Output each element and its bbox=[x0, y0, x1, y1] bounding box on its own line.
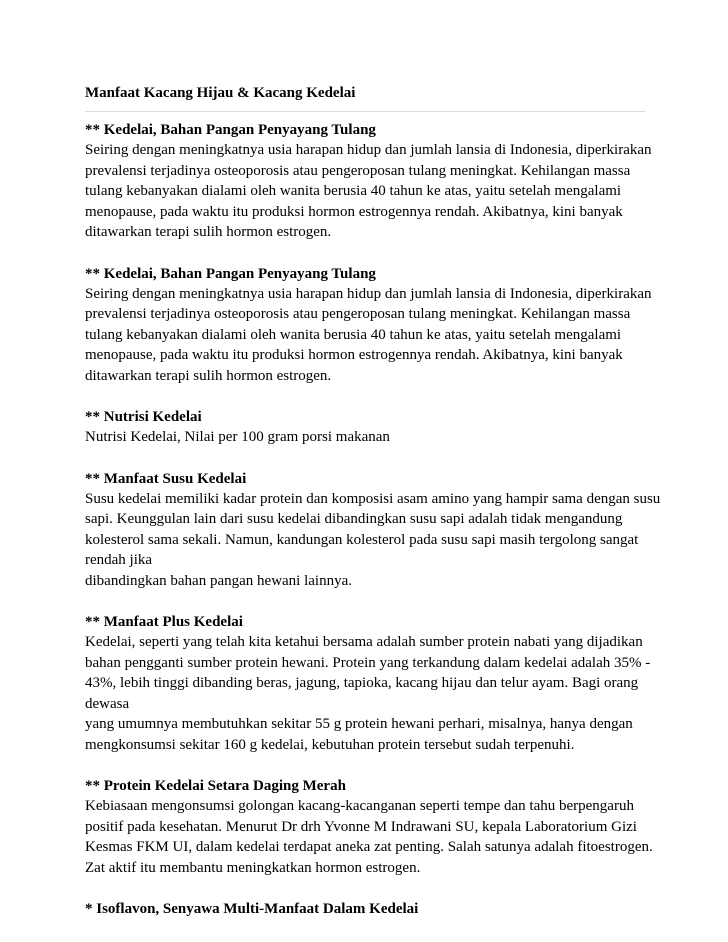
paragraph-line: bahan pengganti sumber protein hewani. Protein yang terkandung dalam kedelai adalah 35% - bbox=[85, 654, 651, 671]
section-kedelai-tulang-1 bbox=[85, 120, 652, 243]
paragraph-line: Kesmas FKM UI, dalam kedelai terdapat aneka zat penting. Salah satunya adalah fitoestrogen. bbox=[85, 839, 653, 855]
paragraph-line: positif pada kesehatan. Menurut Dr drh Yvonne M Indrawani SU, kepala Laboratorium Gizi bbox=[85, 818, 637, 835]
paragraph-line: dewasa bbox=[85, 695, 130, 712]
document-title: Manfaat Kacang Hijau & Kacang Kedelai bbox=[85, 85, 356, 101]
section-kedelai-tulang-2 bbox=[85, 264, 652, 387]
section-heading: * Isoflavon, Senyawa Multi-Manfaat Dalam Kedelai bbox=[85, 901, 419, 917]
paragraph-line: Seiring dengan meningkatnya usia harapan hidup dan jumlah lansia di Indonesia, diperkirakan bbox=[85, 285, 652, 302]
paragraph-line: Susu kedelai memiliki kadar protein dan komposisi asam amino yang hampir sama dengan susu bbox=[85, 490, 661, 507]
paragraph-line: tulang kebanyakan dialami oleh wanita berusia 40 tahun ke atas, yaitu setelah mengalami bbox=[85, 326, 622, 343]
section-nutrisi-kedelai bbox=[85, 407, 648, 448]
paragraph-line: dibandingkan bahan pangan hewani lainnya. bbox=[85, 572, 352, 589]
paragraph-line: Kedelai, seperti yang telah kita ketahui bersama adalah sumber protein nabati yang dijadikan bbox=[85, 634, 643, 650]
section-susu-kedelai bbox=[85, 469, 661, 592]
section-heading: ** Protein Kedelai Setara Daging Merah bbox=[85, 778, 346, 794]
paragraph-line: Seiring dengan meningkatnya usia harapan hidup dan jumlah lansia di Indonesia, diperkirakan bbox=[85, 142, 652, 158]
paragraph-line: kolesterol sama sekali. Namun, kandungan kolesterol pada susu sapi masih tergolong sangat bbox=[85, 531, 639, 548]
paragraph-line: sapi. Keunggulan lain dari susu kedelai dibandingkan susu sapi adalah tidak mengandung bbox=[85, 511, 623, 527]
paragraph-line: ditawarkan terapi sulih hormon estrogen. bbox=[85, 224, 332, 240]
section-isoflavon bbox=[85, 899, 648, 919]
paragraph-line: menopause, pada waktu itu produksi hormon estrogennya rendah. Akibatnya, kini banyak bbox=[85, 203, 623, 220]
paragraph-line: yang umumnya membutuhkan sekitar 55 g protein hewani perhari, misalnya, hanya dengan bbox=[85, 716, 633, 732]
paragraph-line: tulang kebanyakan dialami oleh wanita berusia 40 tahun ke atas, yaitu setelah mengalami bbox=[85, 183, 622, 199]
paragraph-line: rendah jika bbox=[85, 552, 153, 568]
paragraph-line: menopause, pada waktu itu produksi hormon estrogennya rendah. Akibatnya, kini banyak bbox=[85, 347, 623, 363]
paragraph-line: Zat aktif itu membantu meningkatkan hormon estrogen. bbox=[85, 859, 421, 876]
paragraph-line: 43%, lebih tinggi dibanding beras, jagung, tapioka, kacang hijau dan telur ayam. Bagi orang bbox=[85, 675, 639, 691]
title-divider bbox=[85, 111, 645, 112]
paragraph-line: ditawarkan terapi sulih hormon estrogen. bbox=[85, 367, 332, 384]
section-protein-daging bbox=[85, 776, 653, 878]
section-heading: ** Manfaat Plus Kedelai bbox=[85, 614, 243, 630]
section-heading: ** Nutrisi Kedelai bbox=[85, 409, 202, 425]
paragraph-line: mengkonsumsi sekitar 160 g kedelai, kebutuhan protein tersebut sudah terpenuhi. bbox=[85, 736, 575, 753]
paragraph-line: Nutrisi Kedelai, Nilai per 100 gram porsi makanan bbox=[85, 429, 390, 445]
paragraph-line: prevalensi terjadinya osteoporosis atau pengeroposan tulang meningkat. Kehilangan massa bbox=[85, 306, 631, 322]
section-heading: ** Manfaat Susu Kedelai bbox=[85, 470, 247, 487]
section-heading: ** Kedelai, Bahan Pangan Penyayang Tulang bbox=[85, 122, 376, 138]
paragraph-line: prevalensi terjadinya osteoporosis atau pengeroposan tulang meningkat. Kehilangan massa bbox=[85, 162, 631, 179]
paragraph-line: Kebiasaan mengonsumsi golongan kacang-kacanganan seperti tempe dan tahu berpengaruh bbox=[85, 798, 634, 814]
section-heading: ** Kedelai, Bahan Pangan Penyayang Tulang bbox=[85, 265, 376, 282]
section-manfaat-plus bbox=[85, 612, 651, 755]
